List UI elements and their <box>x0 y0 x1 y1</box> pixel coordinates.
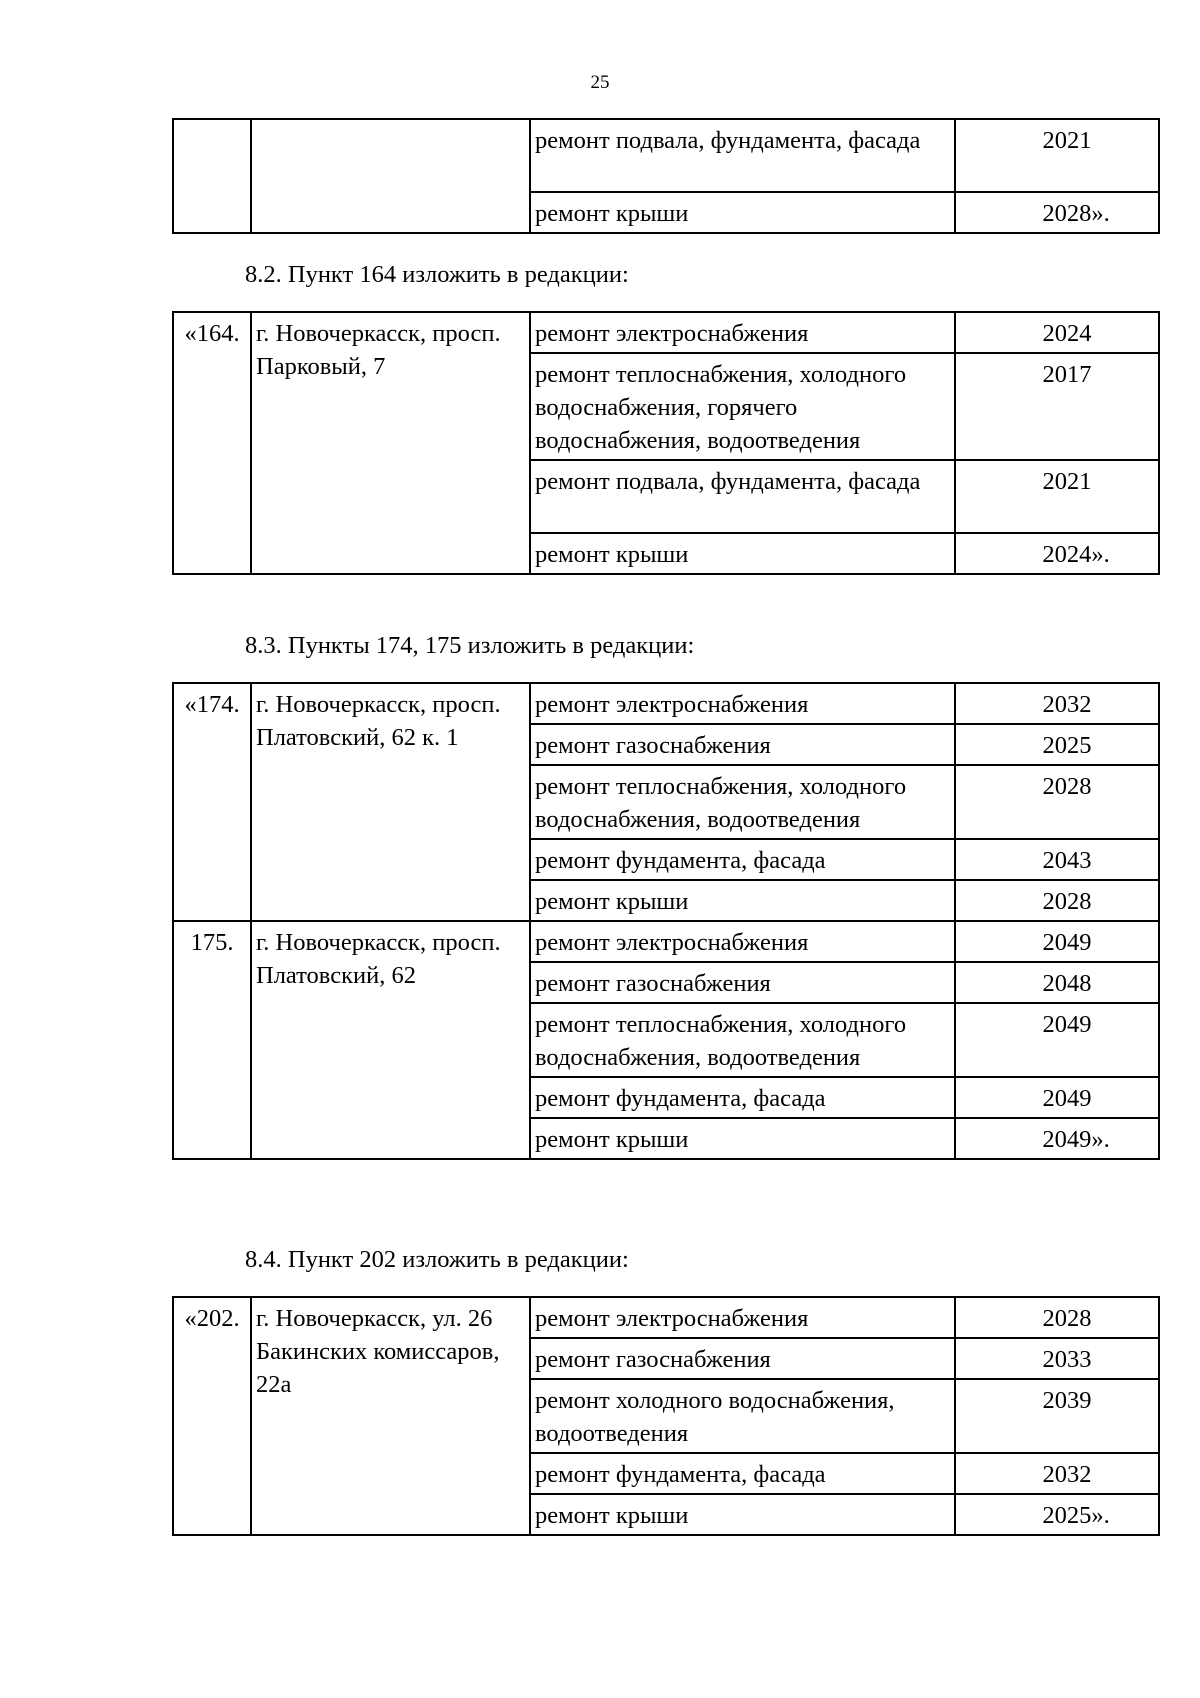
year-value: 2017 <box>1042 361 1092 388</box>
work-type-cell: ремонт фундамента, фасада <box>530 839 955 880</box>
work-type-cell: ремонт крыши <box>530 533 955 574</box>
continuation-table <box>172 118 1160 234</box>
work-type-cell: ремонт теплоснабжения, холодного водоснабжения, водоотведения <box>530 1003 955 1077</box>
work-type-cell: ремонт электроснабжения <box>530 1297 955 1338</box>
year-cell <box>955 1494 1159 1535</box>
work-type-cell: ремонт газоснабжения <box>530 724 955 765</box>
year-value: 2032 <box>1042 1461 1092 1488</box>
year-cell <box>955 880 1159 921</box>
items-174-175-table <box>172 682 1160 1160</box>
work-type-cell: ремонт теплоснабжения, холодного водоснабжения, водоотведения <box>530 765 955 839</box>
item-number-cell: «164. <box>173 312 251 574</box>
page-number: 25 <box>590 72 610 93</box>
year-value: 2049». <box>1042 1126 1110 1153</box>
year-value: 2025 <box>1042 732 1092 759</box>
year-value: 2033 <box>1042 1346 1092 1373</box>
year-value: 2021 <box>1042 127 1092 154</box>
year-value: 2039 <box>1042 1387 1092 1414</box>
year-cell <box>955 312 1159 353</box>
year-cell <box>955 962 1159 1003</box>
address-cell <box>251 119 530 233</box>
work-type-cell: ремонт крыши <box>530 192 955 233</box>
address-cell: г. Новочеркасск, ул. 26 Бакинских комиссаров, 22а <box>251 1297 530 1535</box>
item-164-table <box>172 311 1160 575</box>
work-type-cell: ремонт холодного водоснабжения, водоотведения <box>530 1379 955 1453</box>
year-value: 2049 <box>1042 1011 1092 1038</box>
work-type-cell: ремонт подвала, фундамента, фасада <box>530 119 955 192</box>
year-cell <box>955 921 1159 962</box>
year-cell <box>955 1003 1159 1077</box>
year-cell <box>955 533 1159 574</box>
year-value: 2028 <box>1042 1305 1092 1332</box>
year-value: 2049 <box>1042 929 1092 956</box>
amendment-paragraph-8-3: 8.3. Пункты 174, 175 изложить в редакции: <box>245 632 695 659</box>
work-type-cell: ремонт крыши <box>530 880 955 921</box>
year-cell <box>955 765 1159 839</box>
table-row <box>173 683 1159 724</box>
work-type-cell: ремонт крыши <box>530 1494 955 1535</box>
work-type-cell: ремонт газоснабжения <box>530 1338 955 1379</box>
address-cell: г. Новочеркасск, просп. Парковый, 7 <box>251 312 530 574</box>
year-cell <box>955 1453 1159 1494</box>
year-value: 2024 <box>1042 320 1092 347</box>
table-row <box>173 1297 1159 1338</box>
year-cell <box>955 192 1159 233</box>
year-value: 2028 <box>1042 773 1092 800</box>
work-type-cell: ремонт электроснабжения <box>530 921 955 962</box>
year-cell <box>955 1379 1159 1453</box>
year-value: 2028 <box>1042 888 1092 915</box>
item-202-table <box>172 1296 1160 1536</box>
year-value: 2043 <box>1042 847 1092 874</box>
work-type-cell: ремонт газоснабжения <box>530 962 955 1003</box>
work-type-cell: ремонт электроснабжения <box>530 683 955 724</box>
work-type-cell: ремонт фундамента, фасада <box>530 1077 955 1118</box>
year-value: 2028». <box>1042 200 1110 227</box>
work-type-cell: ремонт подвала, фундамента, фасада <box>530 460 955 533</box>
work-type-cell: ремонт электроснабжения <box>530 312 955 353</box>
year-cell <box>955 683 1159 724</box>
year-value: 2021 <box>1042 468 1092 495</box>
item-number-cell: «202. <box>173 1297 251 1535</box>
year-value: 2049 <box>1042 1085 1092 1112</box>
address-cell: г. Новочеркасск, просп. Платовский, 62 к. 1 <box>251 683 530 921</box>
year-cell <box>955 839 1159 880</box>
amendment-paragraph-8-4: 8.4. Пункт 202 изложить в редакции: <box>245 1246 629 1273</box>
address-cell: г. Новочеркасск, просп. Платовский, 62 <box>251 921 530 1159</box>
year-cell <box>955 460 1159 533</box>
table-row <box>173 312 1159 353</box>
year-cell <box>955 1118 1159 1159</box>
year-value: 2032 <box>1042 691 1092 718</box>
work-type-cell: ремонт теплоснабжения, холодного водоснабжения, горячего водоснабжения, водоотведения <box>530 353 955 460</box>
year-value: 2048 <box>1042 970 1092 997</box>
year-cell <box>955 724 1159 765</box>
amendment-paragraph-8-2: 8.2. Пункт 164 изложить в редакции: <box>245 261 629 288</box>
item-number-cell <box>173 119 251 233</box>
year-cell <box>955 1077 1159 1118</box>
table-row <box>173 119 1159 192</box>
year-value: 2025». <box>1042 1502 1110 1529</box>
table-row <box>173 921 1159 962</box>
year-cell <box>955 1297 1159 1338</box>
year-cell <box>955 119 1159 192</box>
year-cell <box>955 353 1159 460</box>
year-cell <box>955 1338 1159 1379</box>
work-type-cell: ремонт фундамента, фасада <box>530 1453 955 1494</box>
item-number-cell: 175. <box>173 921 251 1159</box>
year-value: 2024». <box>1042 541 1110 568</box>
item-number-cell: «174. <box>173 683 251 921</box>
work-type-cell: ремонт крыши <box>530 1118 955 1159</box>
